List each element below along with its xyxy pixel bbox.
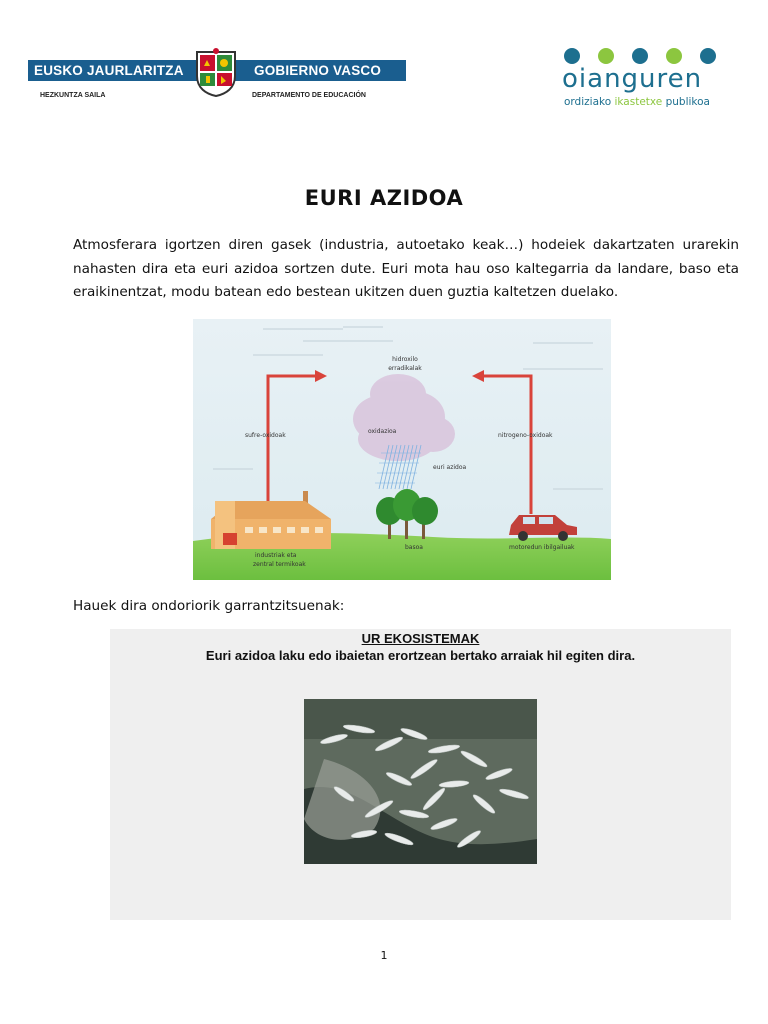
label-power-plants: zentral termikoak: [253, 561, 306, 568]
logo-right-label: GOBIERNO VASCO: [254, 63, 382, 78]
coat-of-arms-icon: [193, 48, 239, 98]
oianguren-school-logo: [562, 46, 722, 112]
consequences-lead: Hauek dira ondoriorik garrantzitsuenak:: [73, 598, 345, 614]
label-acid-rain: euri azidoa: [433, 464, 467, 471]
label-sulfur-oxides: sufre-oxidoak: [245, 432, 286, 439]
school-tagline: [564, 96, 710, 108]
intro-paragraph: Atmosferara igortzen diren gasek (industria, autoetako keak…) hodeiek dakartzaten urarekin nahasten dira eta euri azidoa sortzen dute. Euri mota hau oso kaltegarria da landare, baso eta eraikinentzat, modu batean edo bestean ukitzen duen guztia kaltetzen duelako.: [73, 237, 739, 300]
label-industry: industriak eta: [255, 552, 297, 559]
dead-fish-photo: [304, 699, 537, 864]
logo-left-label: EUSKO JAURLARITZA: [34, 63, 184, 78]
panel-text: Euri azidoa laku edo ibaietan erortzean bertako arraiak hil egiten dira.: [205, 648, 636, 663]
tagline-word: ikastetxe: [614, 96, 663, 108]
page-title: EURI AZIDOA: [304, 186, 464, 210]
logo-dot: [700, 48, 716, 64]
logo-dot: [564, 48, 580, 64]
label-oxidation: oxidazioa: [368, 428, 397, 435]
panel-title: UR EKOSISTEMAK: [361, 631, 480, 646]
logo-dots: [564, 48, 714, 64]
logo-dot: [598, 48, 614, 64]
logo-dot: [632, 48, 648, 64]
tagline-word: ordiziako: [564, 96, 612, 108]
label-radicals: erradikalak: [388, 365, 422, 372]
page-number: 1: [380, 949, 388, 962]
label-vehicles: motoredun ibilgailuak: [509, 544, 575, 551]
logo-right-sublabel: DEPARTAMENTO DE EDUCACIÓN: [252, 92, 366, 99]
label-nitrogen-oxides: nitrogeno-oxidoak: [498, 432, 553, 439]
label-hydroxyl: hidroxilo: [392, 356, 418, 363]
logo-left-sublabel: HEZKUNTZA SAILA: [40, 92, 106, 99]
tagline-word: publikoa: [665, 96, 710, 108]
consequence-panel: [110, 629, 731, 920]
basque-government-logo: [24, 44, 408, 116]
logo-dot: [666, 48, 682, 64]
label-forest: basoa: [405, 544, 423, 551]
acid-rain-diagram: [193, 319, 611, 580]
school-name: oianguren: [562, 64, 703, 94]
